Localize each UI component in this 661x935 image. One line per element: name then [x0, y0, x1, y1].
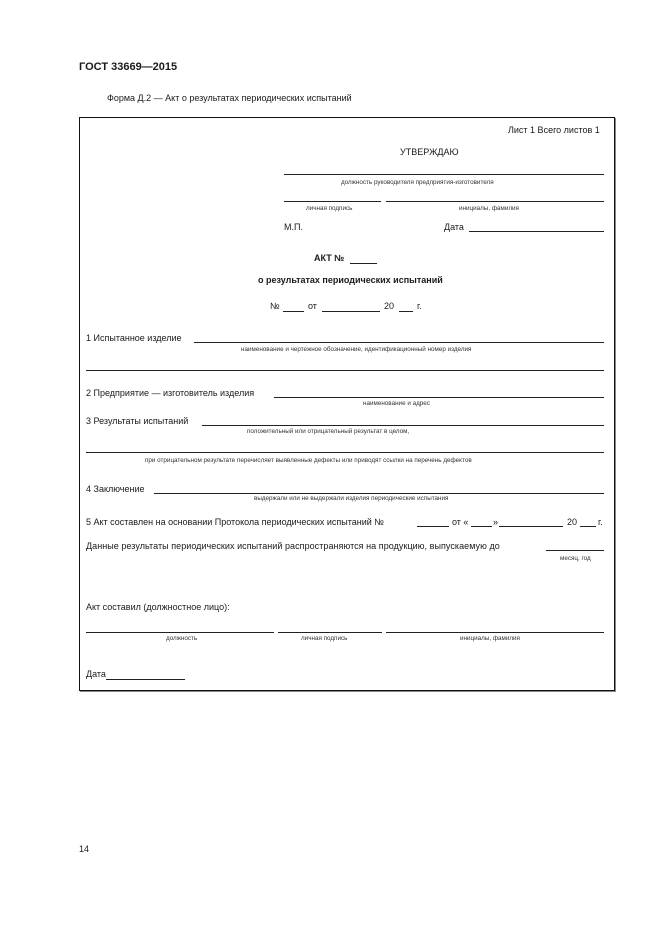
signoff-date-line [106, 679, 185, 680]
approval-heading: УТВЕРЖДАЮ [400, 147, 459, 157]
act-subtitle: о результатах периодических испытаний [258, 275, 443, 285]
validity-text: Данные результаты периодических испытаний распространяются на продукцию, выпускаемую до [86, 541, 500, 551]
item3-label: 3 Результаты испытаний [86, 416, 189, 426]
item3-caption-2: при отрицательном результате перечисляет выявленные дефекты или приводят ссылки на перечень дефектов [145, 457, 472, 464]
seal-label: М.П. [284, 222, 303, 232]
act-year-field [399, 311, 413, 312]
item3-extra-line [86, 452, 604, 453]
act-year-suffix: г. [417, 301, 422, 311]
standard-header: ГОСТ 33669—2015 [79, 61, 178, 73]
item5-close: » [493, 517, 499, 527]
item5-from: от « [452, 517, 469, 527]
approval-date-label: Дата [444, 222, 464, 232]
item4-label: 4 Заключение [86, 484, 145, 494]
form-title: Форма Д.2 — Акт о результатах периодических испытаний [107, 93, 352, 103]
approver-signature-line [284, 201, 381, 202]
act-year-prefix: 20 [384, 301, 395, 311]
item1-label: 1 Испытанное изделие [86, 333, 182, 343]
page-number: 14 [79, 844, 90, 854]
protocol-year-field [580, 526, 596, 527]
sheet-info: Лист 1 Всего листов 1 [508, 125, 600, 135]
item5-year: 20 [567, 517, 578, 527]
item3-line [202, 425, 604, 426]
act-number-field [283, 311, 304, 312]
item5-suffix: г. [598, 517, 603, 527]
item1-caption: наименование и чертежное обозначение, идентификационный номер изделия [241, 346, 472, 353]
act-title: АКТ № [314, 253, 345, 263]
protocol-month-field [499, 526, 563, 527]
protocol-number-field [417, 526, 449, 527]
approver-initials-caption: инициалы, фамилия [459, 205, 519, 212]
item5-text: 5 Акт составлен на основании Протокола периодических испытаний № [86, 517, 384, 527]
signoff-signature-line [278, 632, 382, 633]
signoff-position-caption: должность [166, 635, 198, 642]
signoff-position-line [86, 632, 274, 633]
item1-extra-line [86, 370, 604, 371]
act-date-field [322, 311, 380, 312]
item2-line [274, 397, 604, 398]
approver-position-line [284, 174, 604, 175]
act-from-label: от [308, 301, 317, 311]
signoff-initials-line [386, 632, 604, 633]
act-number-line [350, 263, 377, 264]
item1-line [194, 342, 604, 343]
act-number-label: № [270, 301, 280, 311]
signoff-signature-caption: личная подпись [301, 635, 348, 642]
approver-initials-line [386, 201, 604, 202]
item4-caption: выдержали или не выдержали изделия периодические испытания [254, 495, 449, 502]
validity-date-line [546, 550, 604, 551]
approver-position-caption: должность руководителя предприятия-изготовителя [341, 179, 494, 186]
signoff-date-label: Дата [86, 669, 106, 679]
approval-date-line [469, 231, 604, 232]
approver-signature-caption: личная подпись [306, 205, 353, 212]
item3-caption: положительный или отрицательный результат в целом, [247, 428, 410, 435]
item2-caption: наименование и адрес [363, 400, 430, 407]
item4-line [154, 493, 604, 494]
protocol-day-field [471, 526, 492, 527]
validity-caption: месяц, год [560, 555, 591, 562]
signoff-heading: Акт составил (должностное лицо): [86, 602, 230, 612]
item2-label: 2 Предприятие — изготовитель изделия [86, 388, 255, 398]
signoff-initials-caption: инициалы, фамилия [460, 635, 520, 642]
